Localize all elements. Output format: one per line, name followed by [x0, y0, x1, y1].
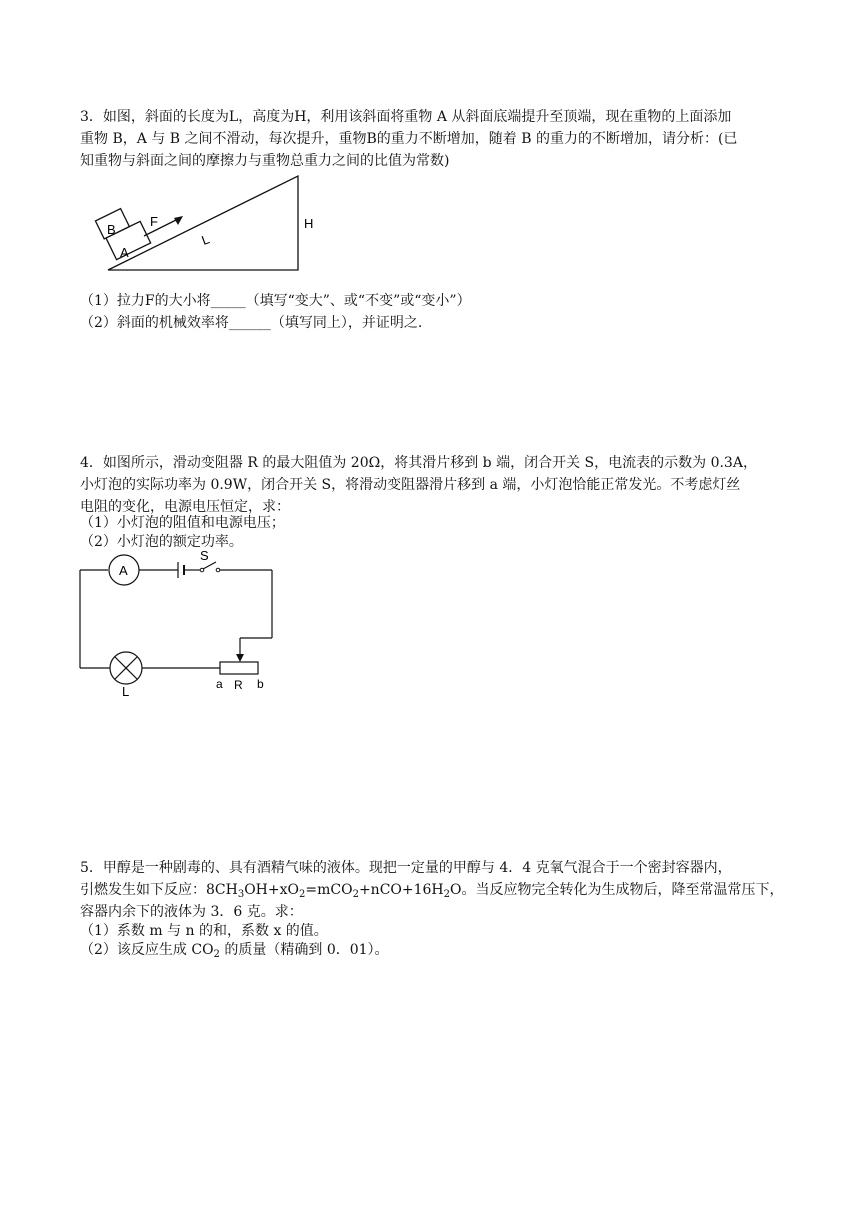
q4-sub-question-2: （2）小灯泡的额定功率。 [80, 534, 243, 550]
q4-text-line-3: 电阻的变化，电源电压恒定，求： [80, 499, 290, 515]
q3-text-line-3: 知重物与斜面之间的摩擦力与重物总重力之间的比值为常数) [80, 153, 450, 169]
block-b-label: B [107, 222, 116, 237]
q5-line2-part: 引燃发生如下反应：8CH [80, 882, 238, 898]
circuit-figure [76, 548, 286, 700]
incline-figure [88, 168, 328, 278]
q5-sub-question-2 [80, 939, 389, 961]
q5-line2-subscript: 2 [352, 889, 359, 900]
q5-sub2-part: （2）该反应生成 CO [80, 942, 214, 958]
q3-text-line-2: 重物 B，A 与 B 之间不滑动，每次提升，重物B的重力不断增加，随着 B 的重力的不断增加，请分析：(已 [80, 131, 738, 147]
ammeter-label: A [119, 563, 128, 578]
force-label: F [150, 214, 158, 229]
q5-line2-part: OH+xO [244, 882, 299, 898]
q5-line2-subscript: 3 [237, 889, 245, 900]
q5-text-line-1: 5．甲醇是一种剧毒的、具有酒精气味的液体。现把一定量的甲醇与 4．4 克氧气混合于一个密封容器内， [80, 860, 732, 876]
q5-line2-subscript: 2 [299, 889, 306, 900]
q5-text-line-2 [80, 879, 784, 901]
length-label: L [199, 231, 212, 248]
q3-sub-question-2: （2）斜面的机械效率将______（填写同上），并证明之. [80, 315, 423, 331]
rheostat-end-b-label: b [257, 677, 264, 691]
q5-line2-subscript: 2 [443, 889, 451, 900]
lamp-label: L [122, 684, 130, 699]
block-a-label: A [120, 245, 129, 260]
q4-sub-question-1: （1）小灯泡的阻值和电源电压； [80, 515, 285, 531]
q4-text-line-2: 小灯泡的实际功率为 0.9W，闭合开关 S，将滑动变阻器滑片移到 a 端，小灯泡恰能正常发光。不考虑灯丝 [80, 477, 741, 493]
switch-contact [216, 568, 220, 572]
q5-text-line-3: 容器内余下的液体为 3．6 克。求： [80, 904, 303, 920]
rheostat-label: R [234, 678, 243, 692]
rheostat-end-a-label: a [216, 677, 223, 691]
q3-text-line-1: 3．如图，斜面的长度为L，高度为H，利用该斜面将重物 A 从斜面底端提升至顶端，现在重物的上面添加 [80, 109, 732, 125]
q4-text-line-1: 4．如图所示，滑动变阻器 R 的最大阻值为 20Ω，将其滑片移到 b 端，闭合开关 S，电流表的示数为 0.3A， [80, 455, 757, 471]
rheostat [220, 662, 258, 674]
q5-line2-part: O。当反应物完全转化为生成物后，降至常温常压下， [450, 882, 784, 898]
q5-line2-part: =mCO [305, 882, 353, 898]
q5-sub2-part: 的质量（精确到 0．01）。 [219, 942, 389, 958]
slider-arrow-head [236, 654, 244, 662]
q5-sub-question-1: （1）系数 m 与 n 的和，系数 x 的值。 [80, 923, 328, 939]
q3-sub-question-1: （1）拉力F的大小将_____（填写“变大”、或“不变”或“变小”） [80, 293, 471, 309]
q5-line2-part: +nCO+16H [358, 882, 444, 898]
q5-sub2-subscript: 2 [213, 949, 220, 960]
switch-blade [203, 562, 216, 569]
height-label: H [304, 216, 314, 231]
switch-label: S [200, 548, 209, 563]
